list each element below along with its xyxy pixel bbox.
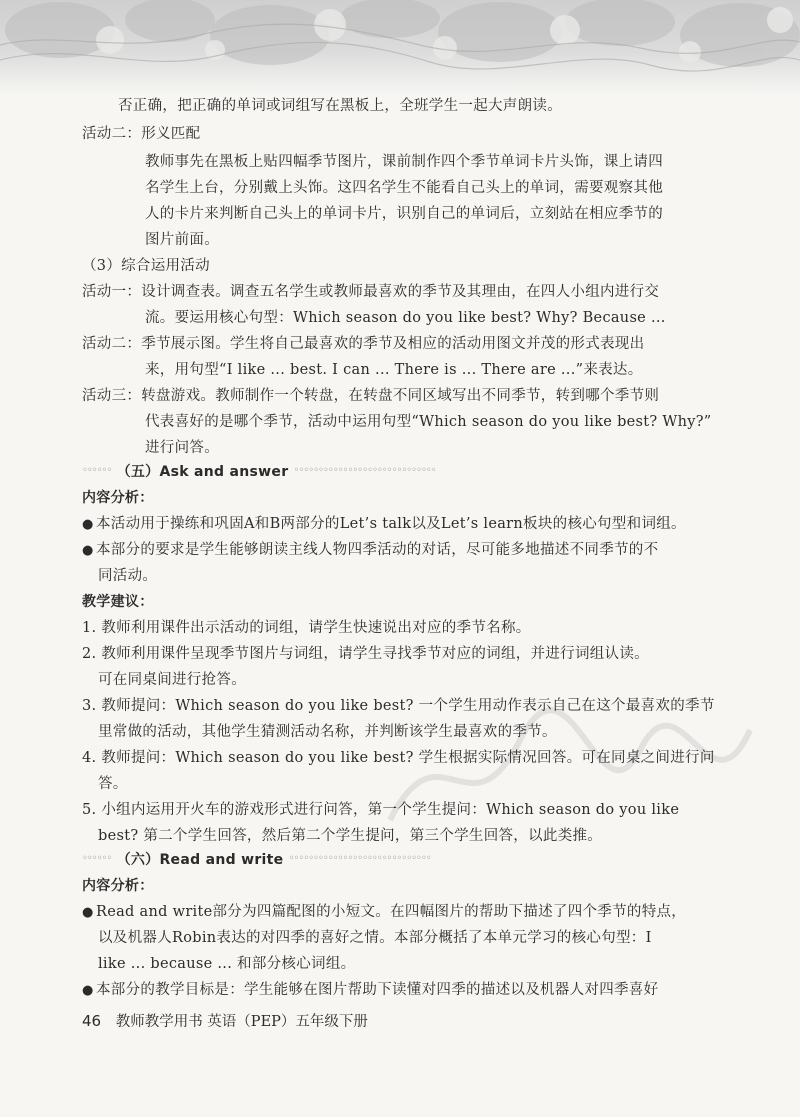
activity-heading: 活动二：形义匹配: [82, 126, 201, 142]
section-title: （六）Read and write: [116, 852, 284, 868]
bullet-text: Read and write部分为四篇配图的小短文。在四幅图片的帮助下描述了四个季节的特点，: [96, 904, 687, 920]
bullet-icon: ●: [82, 517, 94, 532]
book-title: 教师教学用书 英语（PEP）五年级下册: [115, 1014, 368, 1030]
dotted-rule-left: ◦◦◦◦◦◦: [82, 853, 112, 864]
bullet-item: [82, 980, 658, 1001]
section-heading-ask-and-answer: [82, 462, 436, 484]
floral-pattern-image: [0, 0, 800, 95]
bullet-item: [82, 540, 658, 561]
body-text-line: 教师事先在黑板上贴四幅季节图片，课前制作四个季节单词卡片头饰，课上请四: [145, 154, 663, 170]
bullet-text: 本部分的教学目标是：学生能够在图片帮助下读懂对四季的描述以及机器人对四季喜好: [96, 982, 659, 998]
page-footer: [82, 1010, 368, 1031]
numbered-item: 4. 教师提问：Which season do you like best? 学生根据实际情况回答。可在同桌之间进行问: [82, 750, 715, 766]
body-text-line: 里常做的活动，其他学生猜测活动名称，并判断该学生最喜欢的季节。: [98, 724, 557, 740]
body-text-line: 代表喜好的是哪个季节，活动中运用句型“Which season do you like best? Why?”: [145, 414, 712, 430]
numbered-item: 5. 小组内运用开火车的游戏形式进行问答，第一个学生提问：Which season do you like: [82, 802, 680, 818]
numbered-item: 2. 教师利用课件呈现季节图片与词组，请学生寻找季节对应的词组，并进行词组认读。: [82, 646, 649, 662]
activity-line: 活动一：设计调查表。调查五名学生或教师最喜欢的季节及其理由，在四人小组内进行交: [82, 284, 660, 300]
activity-line: 活动三：转盘游戏。教师制作一个转盘，在转盘不同区域写出不同季节，转到哪个季节则: [82, 388, 660, 404]
body-text-line: 人的卡片来判断自己头上的单词卡片，识别自己的单词后，立刻站在相应季节的: [145, 206, 663, 222]
body-text-line: 来，用句型“I like ... best. I can ... There is ... There are ...”来表达。: [145, 362, 643, 378]
body-text-line: 名学生上台，分别戴上头饰。这四名学生不能看自己头上的单词，需要观察其他: [145, 180, 663, 196]
floral-header-banner: [0, 0, 800, 95]
numbered-item: 3. 教师提问：Which season do you like best? 一个学生用动作表示自己在这个最喜欢的季节: [82, 698, 715, 714]
body-text-line: 可在同桌间进行抢答。: [98, 672, 246, 688]
body-text-line: 进行问答。: [145, 440, 219, 456]
section-heading-read-and-write: [82, 850, 431, 872]
bullet-item: [82, 514, 686, 535]
content-analysis-heading: 内容分析：: [82, 878, 154, 894]
bullet-text: 本活动用于操练和巩固A和B两部分的Let’s talk以及Let’s learn板块的核心句型和词组。: [96, 516, 686, 532]
dotted-rule-left: ◦◦◦◦◦◦: [82, 465, 112, 476]
body-text-line: 流。要运用核心句型：Which season do you like best? Why? Because ...: [145, 310, 666, 326]
body-text-line: 答。: [98, 776, 128, 792]
content-analysis-heading: 内容分析：: [82, 490, 154, 506]
body-text-line: 图片前面。: [145, 232, 219, 248]
subsection-heading: （3）综合运用活动: [82, 258, 210, 274]
numbered-item: 1. 教师利用课件出示活动的词组，请学生快速说出对应的季节名称。: [82, 620, 531, 636]
body-text-line: 否正确，把正确的单词或词组写在黑板上，全班学生一起大声朗读。: [118, 98, 562, 114]
bullet-icon: ●: [82, 543, 94, 558]
body-text-line: like ... because ... 和部分核心词组。: [98, 956, 356, 972]
bullet-icon: ●: [82, 983, 94, 998]
bullet-item: [82, 902, 686, 923]
bullet-icon: ●: [82, 905, 94, 920]
page-number: 46: [82, 1012, 102, 1030]
activity-line: 活动二：季节展示图。学生将自己最喜欢的季节及相应的活动用图文并茂的形式表现出: [82, 336, 645, 352]
dotted-rule-right: ◦◦◦◦◦◦◦◦◦◦◦◦◦◦◦◦◦◦◦◦◦◦◦◦◦◦◦◦◦: [288, 853, 431, 864]
dotted-rule-right: ◦◦◦◦◦◦◦◦◦◦◦◦◦◦◦◦◦◦◦◦◦◦◦◦◦◦◦◦◦: [293, 465, 436, 476]
bullet-text: 本部分的要求是学生能够朗读主线人物四季活动的对话，尽可能多地描述不同季节的不: [96, 542, 659, 558]
body-text-line: 同活动。: [98, 568, 158, 584]
body-text-line: 以及机器人Robin表达的对四季的喜好之情。本部分概括了本单元学习的核心句型：I: [98, 930, 652, 946]
body-text-line: best? 第二个学生回答，然后第二个学生提问，第三个学生回答，以此类推。: [98, 828, 603, 844]
teaching-suggestion-heading: 教学建议：: [82, 594, 154, 610]
section-title: （五）Ask and answer: [116, 464, 289, 480]
